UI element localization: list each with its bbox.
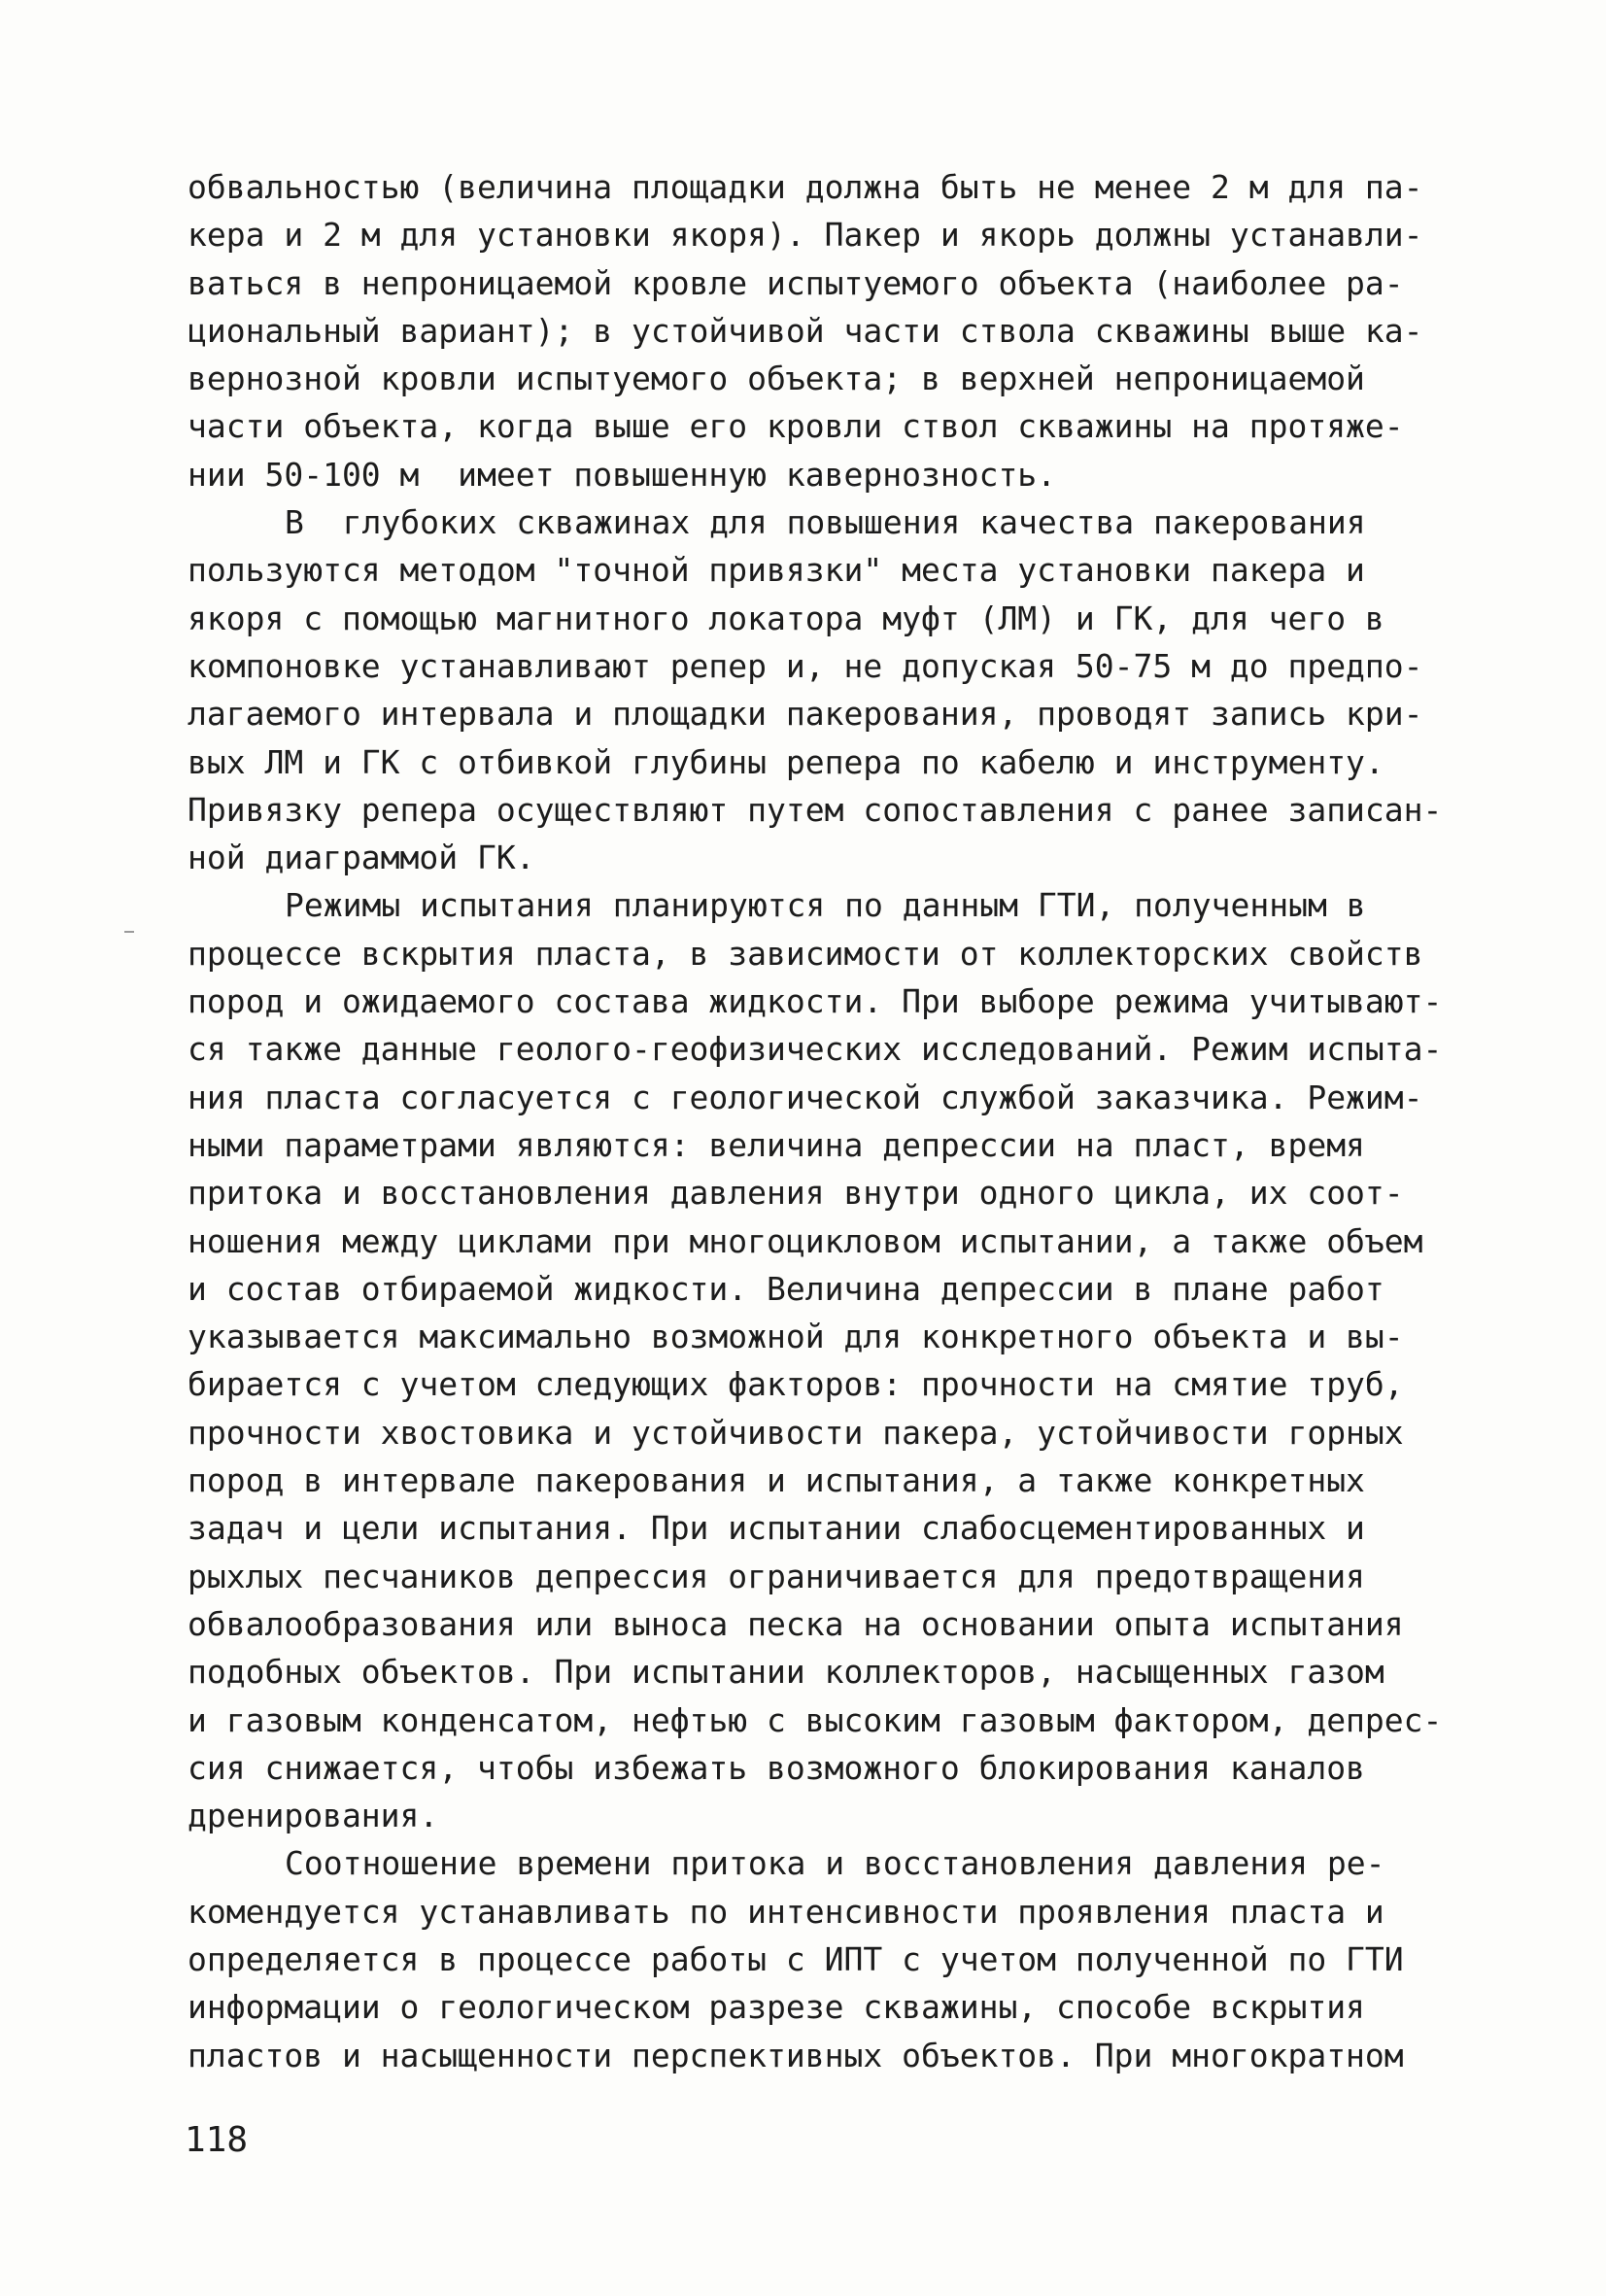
text-line: вых ЛМ и ГК с отбивкой глубины репера по кабелю и инструменту. [188,742,1384,781]
text-line: части объекта, когда выше его кровли ствол скважины на протяже- [188,407,1404,446]
text-line: якоря с помощью магнитного локатора муфт (ЛМ) и ГК, для чего в [188,599,1384,637]
text-line: ношения между циклами при многоцикловом испытании, а также объем [188,1221,1423,1260]
text-line: бирается с учетом следующих факторов: прочности на смятие труб, [188,1365,1404,1404]
text-line: притока и восстановления давления внутри одного цикла, их соот- [188,1174,1404,1213]
text-line: и газовым конденсатом, нефтью с высоким газовым фактором, депрес- [188,1700,1443,1739]
text-line: и состав отбираемой жидкости. Величина депрессии в плане работ [188,1269,1384,1308]
text-line: обвалообразования или выноса песка на основании опыта испытания [188,1604,1404,1643]
text-line: сия снижается, чтобы избежать возможного блокирования каналов [188,1748,1365,1787]
text-line: ния пласта согласуется с геологической службой заказчика. Режим- [188,1078,1423,1116]
text-line: информации о геологическом разрезе скважины, способе вскрытия [188,1988,1365,2027]
text-line: вернозной кровли испытуемого объекта; в верхней непроницаемой [188,360,1365,398]
text-line: пластов и насыщенности перспективных объектов. При многократном [188,2036,1404,2074]
text-line: рыхлых песчаников депрессия ограничивается для предотвращения [188,1557,1365,1595]
text-line: нии 50-100 м имеет повышенную кавернозность. [188,455,1057,494]
text-line: задач и цели испытания. При испытании слабосцементированных и [188,1509,1365,1548]
margin-mark [124,931,134,933]
text-line: указывается максимально возможной для конкретного объекта и вы- [188,1318,1404,1356]
text-line: обвальностью (величина площадки должна быть не менее 2 м для па- [188,168,1423,206]
text-line: подобных объектов. При испытании коллекторов, насыщенных газом [188,1653,1384,1692]
text-line: лагаемого интервала и площадки пакерования, проводят запись кри- [188,695,1423,734]
paragraph-start-line: Режимы испытания планируются по данным ГТИ, полученным в [285,886,1366,925]
text-line: комендуется устанавливать по интенсивности проявления пласта и [188,1892,1384,1931]
text-line: ся также данные геолого-геофизических исследований. Режим испыта- [188,1030,1443,1069]
text-line: дренирования. [188,1797,439,1835]
text-line: ваться в непроницаемой кровле испытуемого объекта (наиболее ра- [188,263,1404,302]
text-line: Привязку репера осуществляют путем сопоставления с ранее записан- [188,790,1443,829]
text-line: ными параметрами являются: величина депрессии на пласт, время [188,1125,1365,1164]
text-line: ной диаграммой ГК. [188,839,535,877]
text-line: пользуются методом "точной привязки" места установки пакера и [188,551,1365,590]
body-text [188,163,1451,2079]
page-number: 118 [185,2120,249,2160]
text-line: пород и ожидаемого состава жидкости. При выборе режима учитывают- [188,982,1443,1021]
text-line: циональный вариант); в устойчивой части ствола скважины выше ка- [188,311,1423,350]
text-line: компоновке устанавливают репер и, не допуская 50-75 м до предпо- [188,646,1423,685]
text-line: определяется в процессе работы с ИПТ с учетом полученной по ГТИ [188,1939,1404,1978]
paragraph-start-line: Соотношение времени притока и восстановления давления ре- [285,1844,1385,1883]
text-line: пород в интервале пакерования и испытания, а также конкретных [188,1461,1365,1500]
text-line: кера и 2 м для установки якоря). Пакер и якорь должны устанавли- [188,216,1423,255]
text-line: процессе вскрытия пласта, в зависимости от коллекторских свойств [188,934,1423,973]
text-line: прочности хвостовика и устойчивости пакера, устойчивости горных [188,1413,1404,1452]
paragraph-start-line: В глубоких скважинах для повышения качества пакерования [285,503,1366,542]
